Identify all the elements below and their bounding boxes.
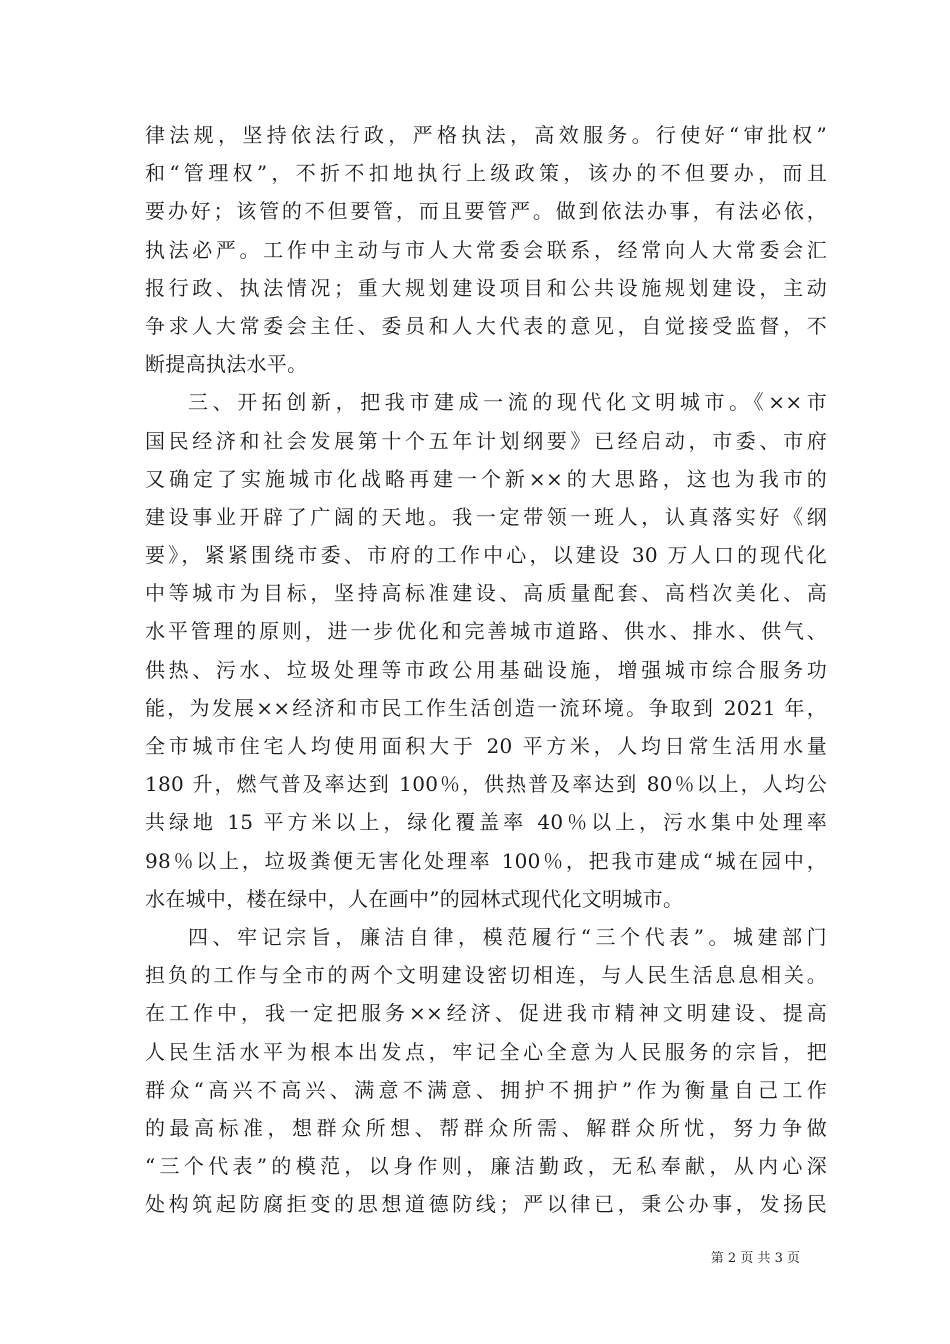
document-body [145, 116, 827, 1223]
text-line: 的最高标准，想群众所想、帮群众所需、解群众所忧，努力争做 [145, 1115, 827, 1140]
text-line: 建设事业开辟了广阔的天地。我一定带领一班人，认真落实好《纲 [145, 504, 827, 529]
text-line: 供热、污水、垃圾处理等市政公用基础设施，增强城市综合服务功 [145, 657, 827, 682]
page-number-footer: 第 2 页 共 3 页 [710, 1251, 800, 1266]
text-line: 处构筑起防腐拒变的思想道德防线；严以律已，秉公办事，发扬民 [145, 1192, 827, 1217]
paragraph-legal-administration [145, 116, 827, 383]
text-line: 要》，紧紧围绕市委、市府的工作中心，以建设 30 万人口的现代化 [145, 543, 827, 568]
text-line: 报行政、执法情况；重大规划建设项目和公共设施规划建设，主动 [145, 275, 827, 300]
text-line: 水平管理的原则，进一步优化和完善城市道路、供水、排水、供气、 [145, 619, 827, 644]
text-line: 98％以上，垃圾粪便无害化处理率 100％，把我市建成“城在园中， [145, 848, 827, 873]
text-line: 能，为发展××经济和市民工作生活创造一流环境。争取到 2021 年， [145, 695, 827, 720]
text-line: 律法规，坚持依法行政，严格执法，高效服务。行使好“审批权” [145, 123, 827, 147]
text-line: 全市城市住宅人均使用面积大于 20 平方米，人均日常生活用水量 [145, 734, 827, 758]
text-line: 断提高执法水平。 [145, 352, 308, 377]
text-line: 水在城中，楼在绿中，人在画中”的园林式现代化文明城市。 [145, 886, 684, 911]
text-line: 担负的工作与全市的两个文明建设密切相连，与人民生活息息相关。 [145, 963, 827, 988]
section-heading-line: 四、牢记宗旨，廉洁自律，模范履行“三个代表”。城建部门 [188, 924, 827, 949]
text-line: 争求人大常委会主任、委员和人大代表的意见，自觉接受监督，不 [145, 313, 827, 338]
paragraph-section-three [145, 383, 827, 918]
text-line: 中等城市为目标，坚持高标准建设、高质量配套、高档次美化、高 [145, 581, 827, 606]
text-line: 和“管理权”，不折不扣地执行上级政策，该办的不但要办，而且 [145, 161, 827, 186]
text-line: 在工作中，我一定把服务××经济、促进我市精神文明建设、提高 [145, 1001, 827, 1026]
text-line: 执法必严。工作中主动与市人大常委会联系，经常向人大常委会汇 [145, 237, 827, 262]
text-line: 又确定了实施城市化战略再建一个新××的大思路，这也为我市的 [145, 466, 827, 491]
text-line: 共绿地 15 平方米以上，绿化覆盖率 40％以上，污水集中处理率 [145, 810, 827, 835]
text-line: 国民经济和社会发展第十个五年计划纲要》已经启动，市委、市府 [145, 428, 827, 453]
text-line: 180 升，燃气普及率达到 100％，供热普及率达到 80％以上，人均公 [145, 772, 827, 797]
text-line: 要办好；该管的不但要管，而且要管严。做到依法办事，有法必依， [145, 199, 827, 224]
text-line: 人民生活水平为根本出发点，牢记全心全意为人民服务的宗旨，把 [145, 1039, 827, 1064]
section-heading-line: 三、开拓创新，把我市建成一流的现代化文明城市。《××市 [188, 390, 827, 415]
paragraph-section-four [145, 918, 827, 1224]
text-line: 群众“高兴不高兴、满意不满意、拥护不拥护”作为衡量自己工作 [145, 1077, 827, 1102]
text-line: “三个代表”的模范，以身作则，廉洁勤政，无私奉献，从内心深 [145, 1154, 827, 1179]
